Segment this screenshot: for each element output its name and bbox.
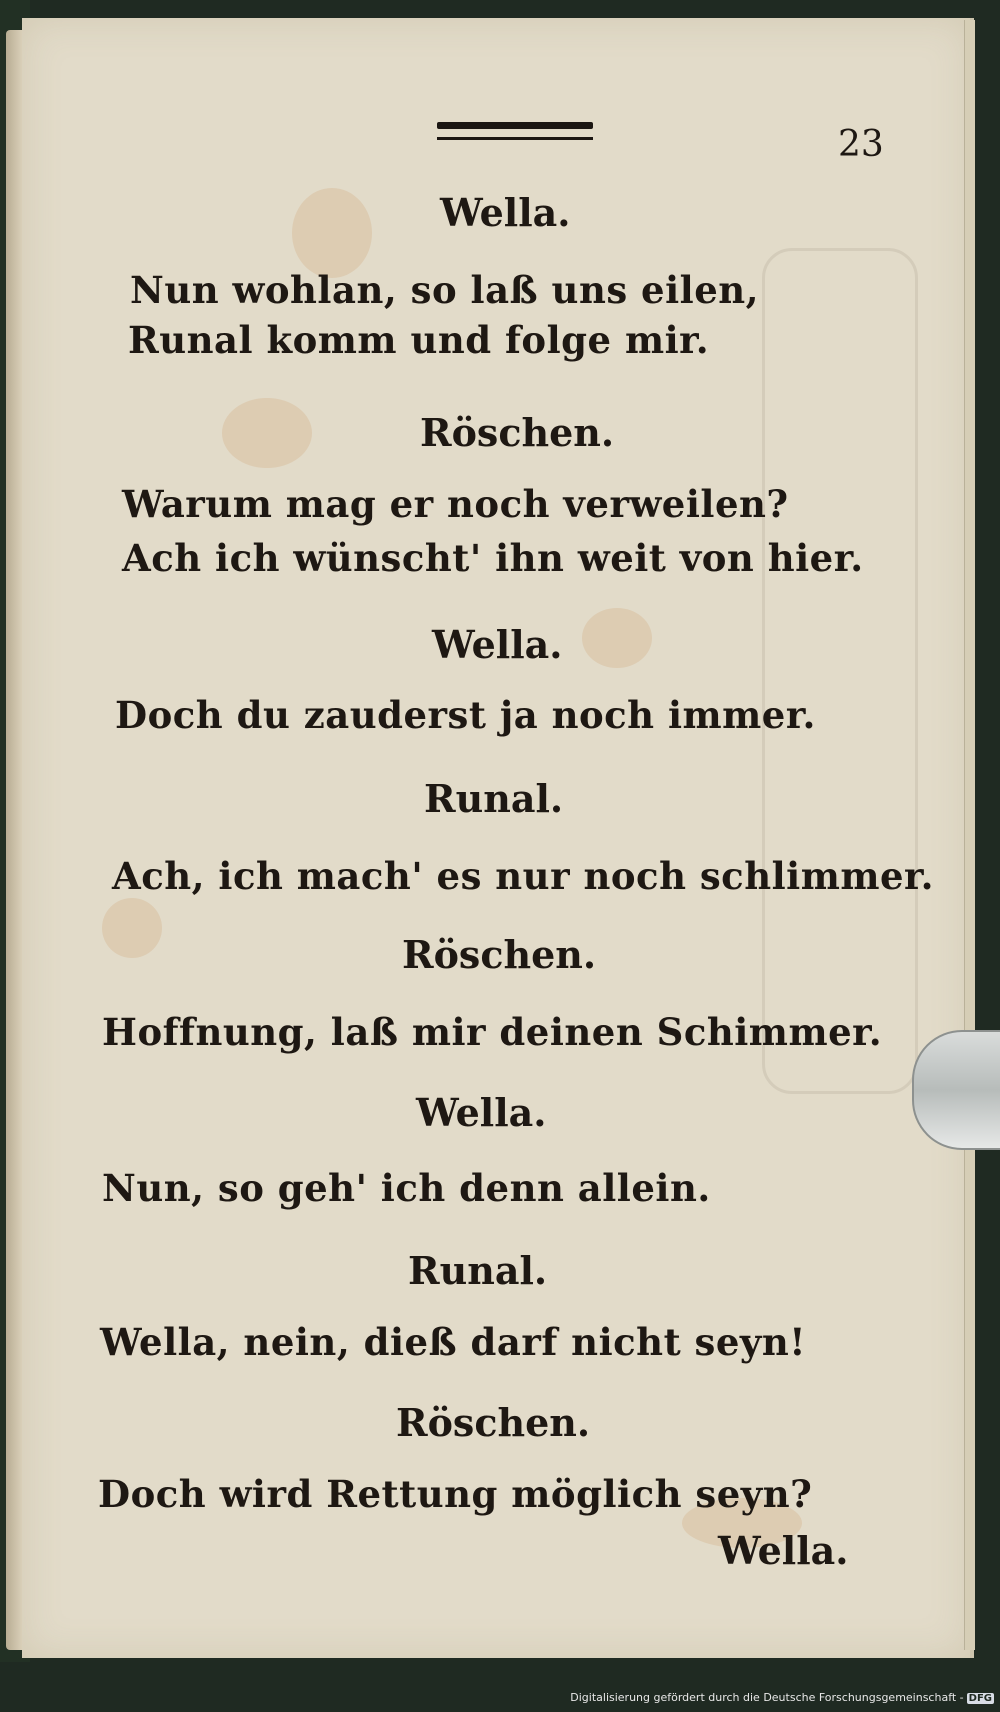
verse-line: Hoffnung, laß mir deinen Schimmer. bbox=[102, 1010, 883, 1054]
speaker-heading: Röschen. bbox=[402, 932, 597, 977]
verse-line: Ach, ich mach' es nur noch schlimmer. bbox=[112, 854, 935, 898]
paper-stain bbox=[582, 608, 652, 668]
paper-stain bbox=[292, 188, 372, 278]
verse-line: Nun, so geh' ich denn allein. bbox=[102, 1166, 711, 1210]
page-clip bbox=[912, 1030, 1000, 1150]
page-number: 23 bbox=[838, 124, 884, 165]
speaker-heading: Runal. bbox=[424, 776, 564, 821]
verse-line: Doch wird Rettung möglich seyn? bbox=[98, 1472, 813, 1516]
speaker-heading: Wella. bbox=[416, 1090, 547, 1135]
catchword: Wella. bbox=[718, 1528, 849, 1573]
speaker-heading: Runal. bbox=[408, 1248, 548, 1293]
speaker-heading: Röschen. bbox=[420, 410, 615, 455]
bleed-through-text bbox=[762, 248, 918, 1094]
verse-line: Wella, nein, dieß darf nicht seyn! bbox=[100, 1320, 807, 1364]
verse-line: Ach ich wünscht' ihn weit von hier. bbox=[122, 536, 864, 580]
header-rule bbox=[437, 122, 593, 146]
paper-stain bbox=[222, 398, 312, 468]
credit-text: Digitalisierung gefördert durch die Deutsche Forschungsgemeinschaft - bbox=[570, 1691, 964, 1704]
speaker-heading: Wella. bbox=[432, 622, 563, 667]
verse-line: Doch du zauderst ja noch immer. bbox=[115, 693, 816, 737]
scan-footer-bar bbox=[0, 1662, 1000, 1712]
dfg-logo-icon: DFG bbox=[968, 1693, 992, 1704]
speaker-heading: Wella. bbox=[440, 190, 571, 235]
speaker-heading: Röschen. bbox=[396, 1400, 591, 1445]
verse-line: Warum mag er noch verweilen? bbox=[122, 482, 789, 526]
digitization-credit bbox=[570, 1691, 994, 1704]
page-right-edge bbox=[964, 20, 975, 1650]
paper-stain bbox=[102, 898, 162, 958]
verse-line: Nun wohlan, so laß uns eilen, bbox=[130, 268, 760, 312]
verse-line: Runal komm und folge mir. bbox=[128, 318, 710, 362]
